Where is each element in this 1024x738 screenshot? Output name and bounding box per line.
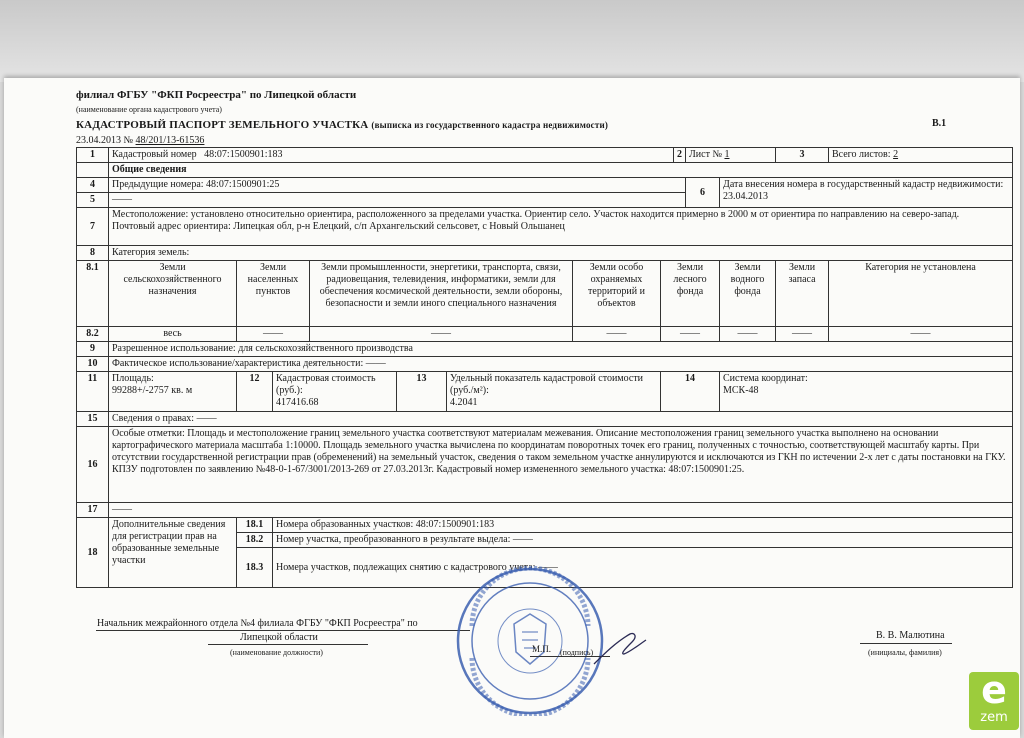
category-protected: Земли особо охраняемых территорий и объектов xyxy=(573,261,661,327)
date-entered: Дата внесения номера в государственный кадастр недвижимости: 23.04.2013 xyxy=(720,178,1013,208)
row-num: 8.2 xyxy=(77,327,109,342)
title-main: КАДАСТРОВЫЙ ПАСПОРТ ЗЕМЕЛЬНОГО УЧАСТКА xyxy=(76,119,369,131)
cadastral-value-label: Кадастровая стоимость (руб.): xyxy=(276,373,376,396)
postal-address: Почтовый адрес ориентира: Липецкая обл, р-н Елецкий, с/п Архангельский сельсовет, с Новый Ольшанец xyxy=(112,221,565,232)
scan-background xyxy=(0,0,1024,82)
cadastral-number-cell xyxy=(109,148,674,163)
row-num: 16 xyxy=(77,427,109,503)
special-notes: Особые отметки: Площадь и местоположение границ земельного участка соответствуют материалам межевания. Описание местоположения границ земельного участка выполнено на основании картографического материала масштаба 1:10000. Площадь земельного участка вычислена по координатам поворотных точек его границ, полученных с точностью, соответствующей масштабу карты. При отсутствии государственной регистрации прав (обременений) на земельный участок, сведения о таком земельном участке аннулируются и исключаются из ГКН по истечении 2-х лет с даты постановки на ГКУ. КПЗУ подготовлен по заявлению №48-0-1-67/3001/2013-269 от 27.03.2013г. Кадастровый номер измененного земельного участка: 48:07:1500901:25. xyxy=(109,427,1013,503)
category-forest: Земли лесного фонда xyxy=(661,261,720,327)
area-label: Площадь: xyxy=(112,373,154,384)
row-num: 18 xyxy=(77,518,109,588)
row-11-14 xyxy=(77,372,1013,412)
category-settlements: Земли населенных пунктов xyxy=(237,261,310,327)
category-value: —— xyxy=(310,327,573,342)
permitted-use: Разрешенное использование: для сельскохозяйственного производства xyxy=(109,342,1013,357)
row-num: 7 xyxy=(77,208,109,246)
row-num: 2 xyxy=(674,148,686,163)
name-underline xyxy=(860,643,952,644)
total-sheets-value: 2 xyxy=(893,149,899,160)
land-category-heading: Категория земель: xyxy=(109,246,1013,261)
category-reserve: Земли запаса xyxy=(776,261,829,327)
specific-value-label: Удельный показатель кадастровой стоимости (руб./м²): xyxy=(450,373,644,396)
registration-date: 23.04.2013 № xyxy=(76,135,134,146)
location-cell xyxy=(109,208,1013,246)
signature-note: (подпись) xyxy=(560,648,594,657)
specific-value-cell xyxy=(447,372,661,412)
area-value: 99288+/-2757 кв. м xyxy=(112,385,193,396)
coord-system-label: Система координат: xyxy=(723,373,808,384)
category-industry: Земли промышленности, энергетики, транспорта, связи, радиовещания, телевидения, информатики, земли для обеспечения космической деятельности, земли обороны, безопасности и земли иного специального назначения xyxy=(310,261,573,327)
sheet-value: 1 xyxy=(724,149,730,160)
row-8-1 xyxy=(77,261,1013,327)
row-num: 18.1 xyxy=(237,518,273,533)
ezem-logo xyxy=(969,668,1019,730)
area-cell xyxy=(109,372,237,412)
row-7 xyxy=(77,208,1013,246)
row-5-value: —— xyxy=(109,193,686,208)
row-num: 8 xyxy=(77,246,109,261)
category-value: —— xyxy=(237,327,310,342)
row-num: 8.1 xyxy=(77,261,109,327)
registration-line xyxy=(76,135,204,146)
sheet-label: Лист № xyxy=(689,149,722,160)
additional-info-label: Дополнительные сведения для регистрации прав на образованные земельные участки xyxy=(109,518,237,588)
signature-scribble xyxy=(590,628,650,668)
title-subtitle: (выписка из государственного кадастра недвижимости) xyxy=(371,120,609,130)
official-position-cont: Липецкой области xyxy=(240,632,318,643)
organization-note: (наименование органа кадастрового учета) xyxy=(76,105,222,114)
total-sheets-cell xyxy=(829,148,1013,163)
category-water: Земли водного фонда xyxy=(720,261,776,327)
row-9 xyxy=(77,342,1013,357)
category-value: —— xyxy=(776,327,829,342)
row-num: 1 xyxy=(77,148,109,163)
official-name: В. В. Малютина xyxy=(876,630,945,641)
position-note: (наименование должности) xyxy=(230,648,323,657)
section-heading: Общие сведения xyxy=(109,163,1013,178)
row-num: 18.2 xyxy=(237,533,273,548)
previous-numbers: Предыдущие номера: 48:07:1500901:25 xyxy=(109,178,686,193)
rights-info: Сведения о правах: —— xyxy=(109,412,1013,427)
seal-place: М.П. xyxy=(532,644,552,654)
organization-name: филиал ФГБУ "ФКП Росреестра" по Липецкой области xyxy=(76,89,357,101)
row-general xyxy=(77,163,1013,178)
registration-number: 48/201/13-61536 xyxy=(135,135,205,146)
cadastral-number-label: Кадастровый номер xyxy=(112,149,197,160)
row-num: 10 xyxy=(77,357,109,372)
cadastral-value: 417416.68 xyxy=(276,397,319,408)
formed-plots: Номера образованных участков: 48:07:1500901:183 xyxy=(273,518,1013,533)
coord-system-value: МСК-48 xyxy=(723,385,759,396)
logo-letter: e xyxy=(981,668,1007,712)
row-8 xyxy=(77,246,1013,261)
form-code: В.1 xyxy=(932,118,947,129)
row-num: 9 xyxy=(77,342,109,357)
row-num: 13 xyxy=(397,372,447,412)
sheet-cell xyxy=(686,148,776,163)
row-num: 18.3 xyxy=(237,548,273,588)
row-num: 17 xyxy=(77,503,109,518)
row-18-1 xyxy=(77,518,1013,533)
official-position: Начальник межрайонного отдела №4 филиала ФГБУ "ФКП Росреестра" по xyxy=(97,618,418,629)
category-value: —— xyxy=(573,327,661,342)
name-note: (инициалы, фамилия) xyxy=(868,648,942,657)
official-seal xyxy=(452,566,608,716)
location-text: Местоположение: установлено относительно ориентира, расположенного за пределами участка. Ориентир село. Участок находится примерно в 2000 м от ориентира по направлению на северо-запад. xyxy=(112,209,960,220)
cadastral-number-value: 48:07:1500901:183 xyxy=(204,149,283,160)
row-num: 15 xyxy=(77,412,109,427)
category-agricultural: Земли сельскохозяйственного назначения xyxy=(109,261,237,327)
category-value: —— xyxy=(720,327,776,342)
row-1 xyxy=(77,148,1013,163)
category-value: —— xyxy=(829,327,1013,342)
row-num: 6 xyxy=(686,178,720,208)
plots-to-remove: Номера участков, подлежащих снятию с кадастрового учета: —— xyxy=(273,548,1013,588)
row-num: 4 xyxy=(77,178,109,193)
category-value: весь xyxy=(109,327,237,342)
row-15 xyxy=(77,412,1013,427)
logo-text: zem xyxy=(980,710,1008,725)
row-num: 3 xyxy=(776,148,829,163)
position-underline xyxy=(96,630,470,631)
row-16 xyxy=(77,427,1013,503)
total-sheets-label: Всего листов: xyxy=(832,149,891,160)
transformed-plot: Номер участка, преобразованного в результате выдела: —— xyxy=(273,533,1013,548)
row-num: 12 xyxy=(237,372,273,412)
row-4 xyxy=(77,178,1013,193)
cadastral-table xyxy=(76,147,1013,588)
row-10 xyxy=(77,357,1013,372)
row-17-value: —— xyxy=(109,503,1013,518)
row-17 xyxy=(77,503,1013,518)
actual-use: Фактическое использование/характеристика деятельности: —— xyxy=(109,357,1013,372)
category-value: —— xyxy=(661,327,720,342)
row-8-2 xyxy=(77,327,1013,342)
row-num: 14 xyxy=(661,372,720,412)
document-title xyxy=(76,119,608,131)
row-num: 5 xyxy=(77,193,109,208)
category-unset: Категория не установлена xyxy=(829,261,1013,327)
specific-value: 4.2041 xyxy=(450,397,478,408)
coord-system-cell xyxy=(720,372,1013,412)
cadastral-value-cell xyxy=(273,372,397,412)
position-underline-2 xyxy=(208,644,368,645)
row-num: 11 xyxy=(77,372,109,412)
